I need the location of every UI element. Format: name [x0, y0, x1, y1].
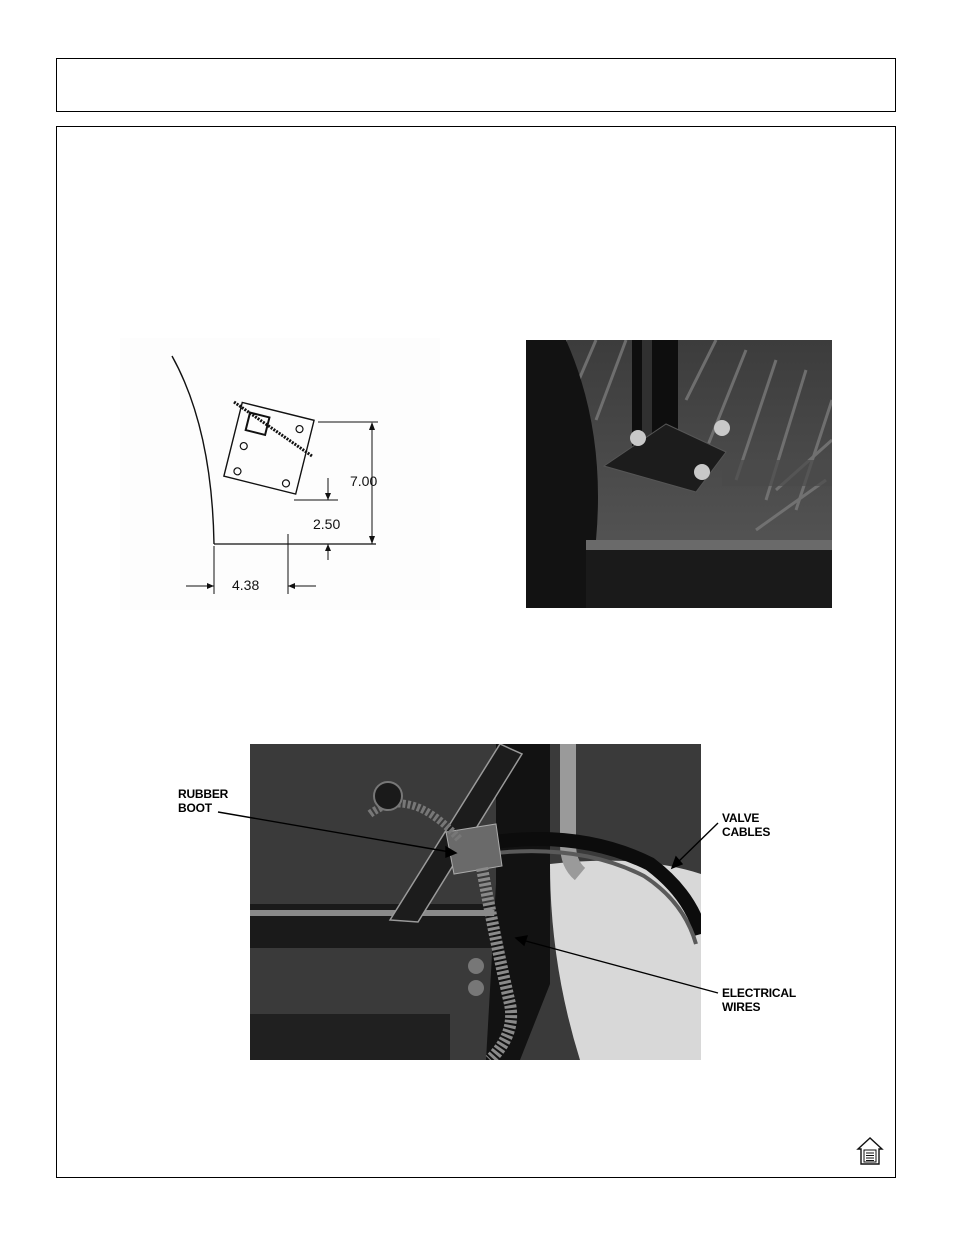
cable-routing-photo: [250, 744, 701, 1060]
mounted-post-photo: [526, 340, 832, 608]
dimension-width-offset: 4.38: [232, 577, 260, 593]
home-icon[interactable]: [856, 1136, 884, 1166]
dimension-height-offset: 2.50: [313, 516, 341, 532]
callout-rubber-boot: RUBBER BOOT: [178, 787, 229, 815]
page-header-box: [56, 58, 896, 112]
dimension-height-total: 7.00: [350, 473, 378, 489]
mounting-dimension-drawing: [120, 338, 440, 610]
fender-outline: [172, 356, 214, 544]
callout-valve-cables: VALVE CABLES: [722, 811, 771, 839]
callout-electrical-wires: ELECTRICAL WIRES: [722, 986, 796, 1014]
